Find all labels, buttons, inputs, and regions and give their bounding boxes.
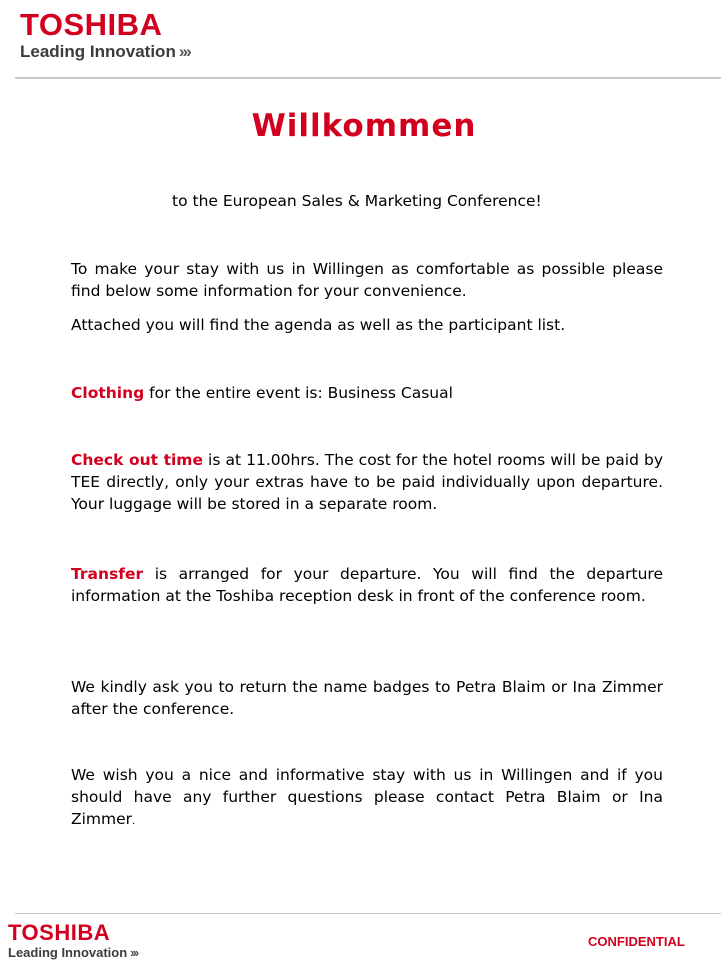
logo-tagline-text: Leading Innovation (20, 42, 176, 61)
toshiba-logo-footer (8, 922, 137, 961)
header-divider (15, 77, 721, 79)
transfer-text: is arranged for your departure. You will find the departure information at the Toshiba reception desk in front of the conference room. (71, 565, 663, 605)
attached-paragraph: Attached you will find the agenda as well as the participant list. (71, 316, 566, 334)
checkout-paragraph (71, 449, 663, 515)
footer-divider (15, 913, 721, 914)
page-subtitle: to the European Sales & Marketing Conference! (172, 192, 542, 210)
triple-chevron-icon: ››› (130, 945, 138, 960)
logo-tagline (20, 42, 190, 62)
transfer-paragraph (71, 563, 663, 607)
closing-paragraph (71, 764, 663, 833)
clothing-text: for the entire event is: Business Casual (144, 384, 453, 402)
triple-chevron-icon: ››› (178, 42, 190, 61)
page-title: Willkommen (251, 108, 477, 144)
transfer-label: Transfer (71, 565, 144, 583)
logo-brand: TOSHIBA (8, 920, 111, 945)
toshiba-logo-header (20, 7, 190, 62)
logo-brand: TOSHIBA (20, 7, 163, 42)
logo-tagline (8, 945, 137, 961)
badges-paragraph: We kindly ask you to return the name badges to Petra Blaim or Ina Zimmer after the conference. (71, 678, 663, 718)
clothing-paragraph (71, 382, 663, 404)
closing-period: . (132, 816, 136, 827)
closing-text: We wish you a nice and informative stay with us in Willingen and if you should have any further questions please contact Petra Blaim or Ina Zimmer (71, 766, 663, 828)
clothing-label: Clothing (71, 384, 145, 402)
intro-paragraph: To make your stay with us in Willingen as comfortable as possible please find below some information for your convenience. (71, 260, 663, 300)
confidential-label: CONFIDENTIAL (588, 934, 685, 949)
checkout-label: Check out time (71, 451, 203, 469)
checkout-text: is at 11.00hrs. The cost for the hotel rooms will be paid by TEE directly, only your extras have to be paid individually upon departure. Your luggage will be stored in a separate room. (71, 451, 663, 513)
logo-tagline-text: Leading Innovation (8, 945, 128, 960)
